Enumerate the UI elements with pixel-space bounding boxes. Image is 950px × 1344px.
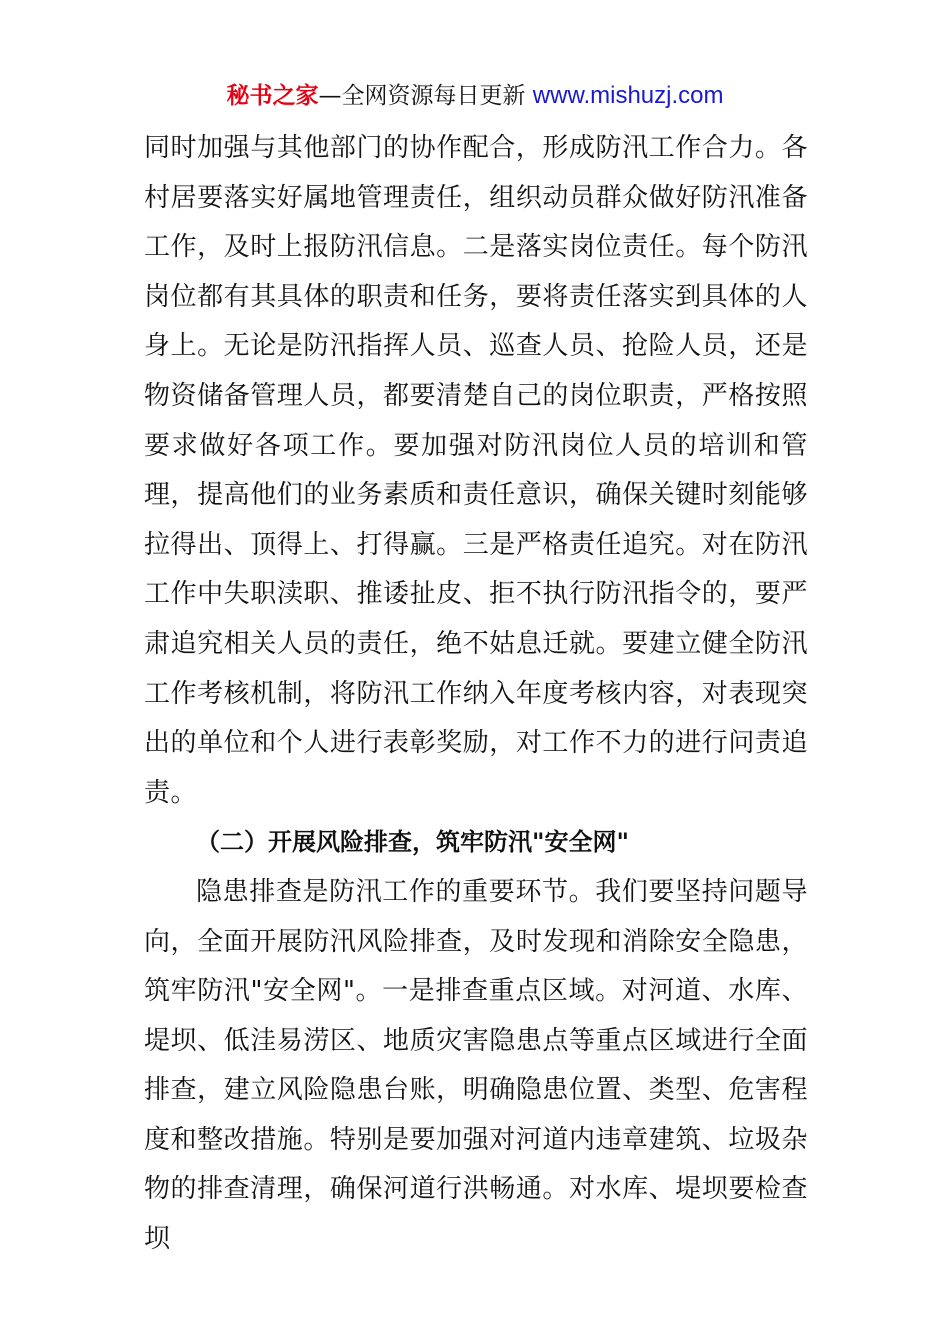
document-body bbox=[144, 124, 808, 1265]
header-brand: 秘书之家 bbox=[226, 83, 319, 109]
header-url-link[interactable]: www.mishuzj.com bbox=[532, 82, 724, 109]
paragraph-responsibility: 同时加强与其他部门的协作配合，形成防汛工作合力。各村居要落实好属地管理责任，组织动员群众做好防汛准备工作，及时上报防汛信息。二是落实岗位责任。每个防汛岗位都有其具体的职责和任务，要将责任落实到具体的人身上。无论是防汛指挥人员、巡查人员、抢险人员，还是物资储备管理人员，都要清楚自己的岗位职责，严格按照要求做好各项工作。要加强对防汛岗位人员的培训和管理，提高他们的业务素质和责任意识，确保关键时刻能够拉得出、顶得上、打得赢。三是严格责任追究。对在防汛工作中失职渎职、推诿扯皮、拒不执行防汛指令的，要严肃追究相关人员的责任，绝不姑息迁就。要建立健全防汛工作考核机制，将防汛工作纳入年度考核内容，对表现突出的单位和个人进行表彰奖励，对工作不力的进行问责追责。 bbox=[144, 133, 808, 808]
paragraph-risk-inspection: 隐患排查是防汛工作的重要环节。我们要坚持问题导向，全面开展防汛风险排查，及时发现和消除安全隐患，筑牢防汛"安全网"。一是排查重点区域。对河道、水库、堤坝、低洼易涝区、地质灾害隐患点等重点区域进行全面排查，建立风险隐患台账，明确隐患位置、类型、危害程度和整改措施。特别是要加强对河道内违章建筑、垃圾杂物的排查清理，确保河道行洪畅通。对水库、堤坝要检查坝 bbox=[144, 876, 808, 1255]
section-heading: （二）开展风险排查，筑牢防汛"安全网" bbox=[196, 828, 630, 857]
header-tagline: —全网资源每日更新 bbox=[318, 83, 533, 109]
page-header bbox=[0, 80, 950, 112]
